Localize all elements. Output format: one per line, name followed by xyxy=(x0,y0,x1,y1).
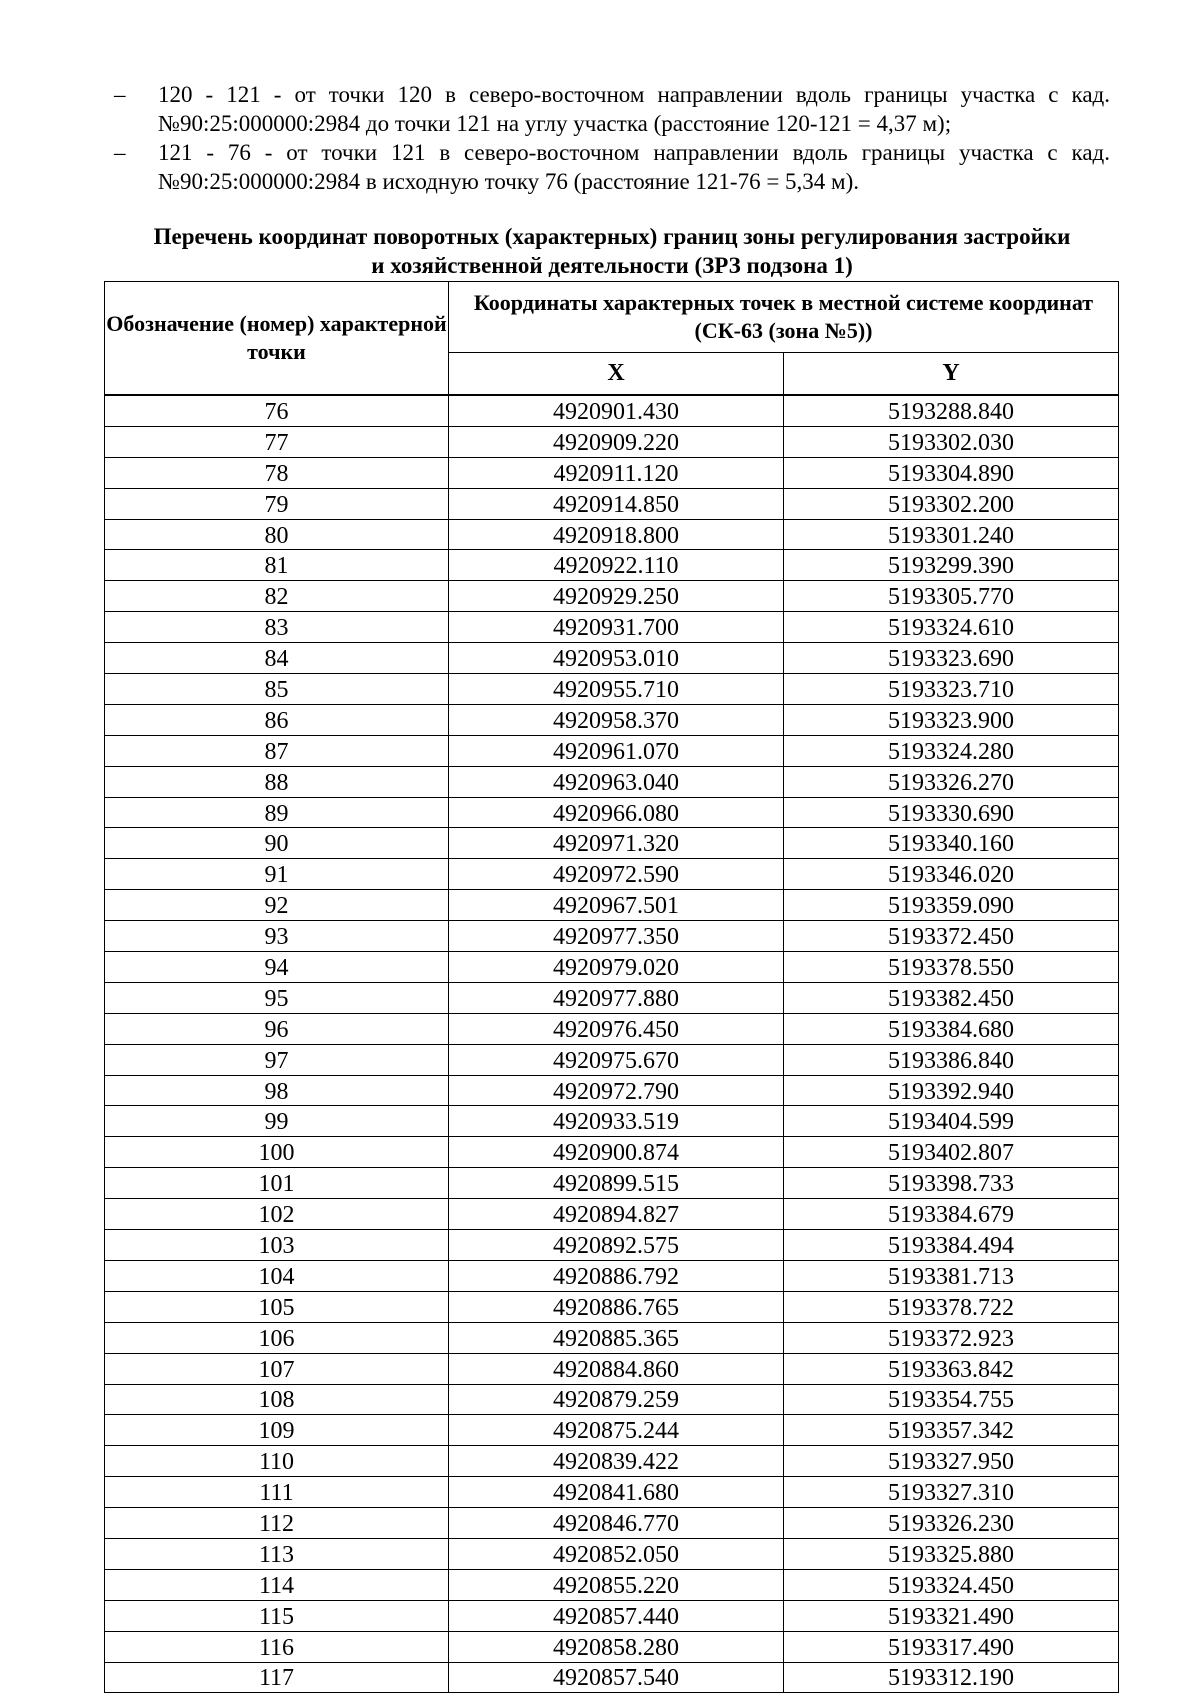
table-row xyxy=(105,1446,1119,1477)
y-cell: 5193323.710 xyxy=(784,674,1119,705)
point-cell: 91 xyxy=(105,859,449,890)
bullet-text-line: 121 - 76 - от точки 121 в северо-восточном направлении вдоль границы участка с кад. xyxy=(158,140,1110,165)
point-cell: 108 xyxy=(105,1384,449,1415)
x-cell: 4920977.880 xyxy=(449,982,784,1013)
y-cell: 5193288.840 xyxy=(784,395,1119,426)
y-cell: 5193301.240 xyxy=(784,519,1119,550)
x-cell: 4920852.050 xyxy=(449,1538,784,1569)
y-cell: 5193302.200 xyxy=(784,488,1119,519)
point-cell: 106 xyxy=(105,1322,449,1353)
y-cell: 5193402.807 xyxy=(784,1137,1119,1168)
x-cell: 4920966.080 xyxy=(449,797,784,828)
table-row xyxy=(105,1106,1119,1137)
table-row xyxy=(105,1260,1119,1291)
table-row xyxy=(105,1538,1119,1569)
x-cell: 4920953.010 xyxy=(449,643,784,674)
point-cell: 92 xyxy=(105,890,449,921)
point-cell: 82 xyxy=(105,581,449,612)
y-cell: 5193299.390 xyxy=(784,550,1119,581)
y-cell: 5193357.342 xyxy=(784,1415,1119,1446)
x-cell: 4920976.450 xyxy=(449,1013,784,1044)
y-cell: 5193324.610 xyxy=(784,612,1119,643)
table-row xyxy=(105,1508,1119,1539)
table-row xyxy=(105,797,1119,828)
table-row xyxy=(105,1044,1119,1075)
table-row xyxy=(105,1477,1119,1508)
y-cell: 5193359.090 xyxy=(784,890,1119,921)
table-row xyxy=(105,550,1119,581)
table-row xyxy=(105,766,1119,797)
point-cell: 98 xyxy=(105,1075,449,1106)
table-row xyxy=(105,457,1119,488)
x-cell: 4920858.280 xyxy=(449,1631,784,1662)
x-cell: 4920971.320 xyxy=(449,828,784,859)
point-cell: 87 xyxy=(105,735,449,766)
x-cell: 4920894.827 xyxy=(449,1199,784,1230)
table-row xyxy=(105,1600,1119,1631)
point-cell: 110 xyxy=(105,1446,449,1477)
table-row xyxy=(105,1415,1119,1446)
y-cell: 5193384.494 xyxy=(784,1230,1119,1261)
point-cell: 111 xyxy=(105,1477,449,1508)
y-cell: 5193363.842 xyxy=(784,1353,1119,1384)
point-cell: 84 xyxy=(105,643,449,674)
bullet-dash: – xyxy=(114,82,126,107)
table-row xyxy=(105,1230,1119,1261)
bullet-item xyxy=(114,80,1110,138)
point-cell: 80 xyxy=(105,519,449,550)
x-cell: 4920900.874 xyxy=(449,1137,784,1168)
table-row xyxy=(105,1168,1119,1199)
table-row xyxy=(105,828,1119,859)
table-row xyxy=(105,1322,1119,1353)
y-cell: 5193372.923 xyxy=(784,1322,1119,1353)
x-cell: 4920918.800 xyxy=(449,519,784,550)
bullet-text-line: №90:25:000000:2984 в исходную точку 76 (расстояние 121-76 = 5,34 м). xyxy=(158,169,860,194)
point-cell: 104 xyxy=(105,1260,449,1291)
x-cell: 4920901.430 xyxy=(449,395,784,426)
x-cell: 4920885.365 xyxy=(449,1322,784,1353)
point-cell: 83 xyxy=(105,612,449,643)
y-cell: 5193384.680 xyxy=(784,1013,1119,1044)
table-row xyxy=(105,1631,1119,1662)
table-row xyxy=(105,674,1119,705)
table-row xyxy=(105,1137,1119,1168)
y-cell: 5193382.450 xyxy=(784,982,1119,1013)
point-cell: 103 xyxy=(105,1230,449,1261)
table-row xyxy=(105,859,1119,890)
x-cell: 4920914.850 xyxy=(449,488,784,519)
y-cell: 5193327.950 xyxy=(784,1446,1119,1477)
point-cell: 109 xyxy=(105,1415,449,1446)
y-cell: 5193326.230 xyxy=(784,1508,1119,1539)
y-column-header: Y xyxy=(784,352,1119,395)
table-row xyxy=(105,890,1119,921)
heading-line: и хозяйственной деятельности (ЗРЗ подзона 1) xyxy=(371,253,853,278)
x-cell: 4920955.710 xyxy=(449,674,784,705)
point-cell: 114 xyxy=(105,1569,449,1600)
y-cell: 5193312.190 xyxy=(784,1662,1119,1693)
bullet-list xyxy=(114,80,1110,196)
table-row xyxy=(105,395,1119,426)
table-body xyxy=(105,395,1119,1693)
y-cell: 5193340.160 xyxy=(784,828,1119,859)
x-cell: 4920967.501 xyxy=(449,890,784,921)
table-row xyxy=(105,1662,1119,1693)
x-cell: 4920963.040 xyxy=(449,766,784,797)
y-cell: 5193323.900 xyxy=(784,704,1119,735)
point-cell: 100 xyxy=(105,1137,449,1168)
bullet-item xyxy=(114,138,1110,196)
table-row xyxy=(105,704,1119,735)
point-cell: 76 xyxy=(105,395,449,426)
point-cell: 101 xyxy=(105,1168,449,1199)
x-cell: 4920972.590 xyxy=(449,859,784,890)
point-cell: 112 xyxy=(105,1508,449,1539)
table-row xyxy=(105,612,1119,643)
table-row xyxy=(105,581,1119,612)
x-cell: 4920958.370 xyxy=(449,704,784,735)
x-column-header: X xyxy=(449,352,784,395)
point-cell: 94 xyxy=(105,952,449,983)
y-cell: 5193378.550 xyxy=(784,952,1119,983)
y-cell: 5193354.755 xyxy=(784,1384,1119,1415)
y-cell: 5193327.310 xyxy=(784,1477,1119,1508)
point-cell: 105 xyxy=(105,1291,449,1322)
y-cell: 5193404.599 xyxy=(784,1106,1119,1137)
x-cell: 4920972.790 xyxy=(449,1075,784,1106)
y-cell: 5193302.030 xyxy=(784,426,1119,457)
bullet-text-line: 120 - 121 - от точки 120 в северо-восточном направлении вдоль границы участка с кад. xyxy=(158,82,1110,107)
x-cell: 4920839.422 xyxy=(449,1446,784,1477)
y-cell: 5193325.880 xyxy=(784,1538,1119,1569)
x-cell: 4920892.575 xyxy=(449,1230,784,1261)
x-cell: 4920911.120 xyxy=(449,457,784,488)
x-cell: 4920933.519 xyxy=(449,1106,784,1137)
x-cell: 4920961.070 xyxy=(449,735,784,766)
y-cell: 5193304.890 xyxy=(784,457,1119,488)
y-cell: 5193384.679 xyxy=(784,1199,1119,1230)
point-cell: 81 xyxy=(105,550,449,581)
coordinates-column-header: Координаты характерных точек в местной системе координат (СК-63 (зона №5)) xyxy=(449,282,1119,353)
table-row xyxy=(105,735,1119,766)
bullet-dash: – xyxy=(114,140,126,165)
x-cell: 4920841.680 xyxy=(449,1477,784,1508)
point-cell: 107 xyxy=(105,1353,449,1384)
table-row xyxy=(105,1291,1119,1322)
point-cell: 78 xyxy=(105,457,449,488)
x-cell: 4920855.220 xyxy=(449,1569,784,1600)
x-cell: 4920886.792 xyxy=(449,1260,784,1291)
y-cell: 5193324.450 xyxy=(784,1569,1119,1600)
x-cell: 4920884.860 xyxy=(449,1353,784,1384)
point-cell: 99 xyxy=(105,1106,449,1137)
point-cell: 117 xyxy=(105,1662,449,1693)
x-cell: 4920899.515 xyxy=(449,1168,784,1199)
point-cell: 77 xyxy=(105,426,449,457)
y-cell: 5193378.722 xyxy=(784,1291,1119,1322)
y-cell: 5193346.020 xyxy=(784,859,1119,890)
x-cell: 4920879.259 xyxy=(449,1384,784,1415)
x-cell: 4920931.700 xyxy=(449,612,784,643)
bullet-text-line: №90:25:000000:2984 до точки 121 на углу участка (расстояние 120-121 = 4,37 м); xyxy=(158,111,952,136)
point-cell: 102 xyxy=(105,1199,449,1230)
x-cell: 4920922.110 xyxy=(449,550,784,581)
x-cell: 4920909.220 xyxy=(449,426,784,457)
point-cell: 116 xyxy=(105,1631,449,1662)
y-cell: 5193398.733 xyxy=(784,1168,1119,1199)
point-cell: 93 xyxy=(105,921,449,952)
x-cell: 4920875.244 xyxy=(449,1415,784,1446)
table-row xyxy=(105,1384,1119,1415)
point-cell: 96 xyxy=(105,1013,449,1044)
table-heading xyxy=(114,222,1110,280)
y-cell: 5193324.280 xyxy=(784,735,1119,766)
table-row xyxy=(105,921,1119,952)
point-cell: 89 xyxy=(105,797,449,828)
y-cell: 5193381.713 xyxy=(784,1260,1119,1291)
x-cell: 4920886.765 xyxy=(449,1291,784,1322)
y-cell: 5193386.840 xyxy=(784,1044,1119,1075)
point-cell: 113 xyxy=(105,1538,449,1569)
table-row xyxy=(105,1353,1119,1384)
x-cell: 4920857.440 xyxy=(449,1600,784,1631)
table-row xyxy=(105,426,1119,457)
x-cell: 4920975.670 xyxy=(449,1044,784,1075)
point-cell: 115 xyxy=(105,1600,449,1631)
x-cell: 4920857.540 xyxy=(449,1662,784,1693)
table-row xyxy=(105,519,1119,550)
point-cell: 85 xyxy=(105,674,449,705)
point-cell: 88 xyxy=(105,766,449,797)
point-cell: 90 xyxy=(105,828,449,859)
point-column-header: Обозначение (номер) характерной точки xyxy=(105,282,449,396)
x-cell: 4920977.350 xyxy=(449,921,784,952)
point-cell: 97 xyxy=(105,1044,449,1075)
x-cell: 4920929.250 xyxy=(449,581,784,612)
table-row xyxy=(105,952,1119,983)
point-cell: 79 xyxy=(105,488,449,519)
table-row xyxy=(105,488,1119,519)
y-cell: 5193326.270 xyxy=(784,766,1119,797)
table-row xyxy=(105,982,1119,1013)
point-cell: 95 xyxy=(105,982,449,1013)
y-cell: 5193305.770 xyxy=(784,581,1119,612)
table-row xyxy=(105,1199,1119,1230)
x-cell: 4920846.770 xyxy=(449,1508,784,1539)
heading-line: Перечень координат поворотных (характерных) границ зоны регулирования застройки xyxy=(153,224,1071,249)
y-cell: 5193330.690 xyxy=(784,797,1119,828)
y-cell: 5193321.490 xyxy=(784,1600,1119,1631)
y-cell: 5193372.450 xyxy=(784,921,1119,952)
point-cell: 86 xyxy=(105,704,449,735)
table-row xyxy=(105,1013,1119,1044)
table-row xyxy=(105,643,1119,674)
table-row xyxy=(105,1075,1119,1106)
x-cell: 4920979.020 xyxy=(449,952,784,983)
coordinates-table xyxy=(104,281,1119,1693)
y-cell: 5193392.940 xyxy=(784,1075,1119,1106)
y-cell: 5193317.490 xyxy=(784,1631,1119,1662)
y-cell: 5193323.690 xyxy=(784,643,1119,674)
table-row xyxy=(105,1569,1119,1600)
